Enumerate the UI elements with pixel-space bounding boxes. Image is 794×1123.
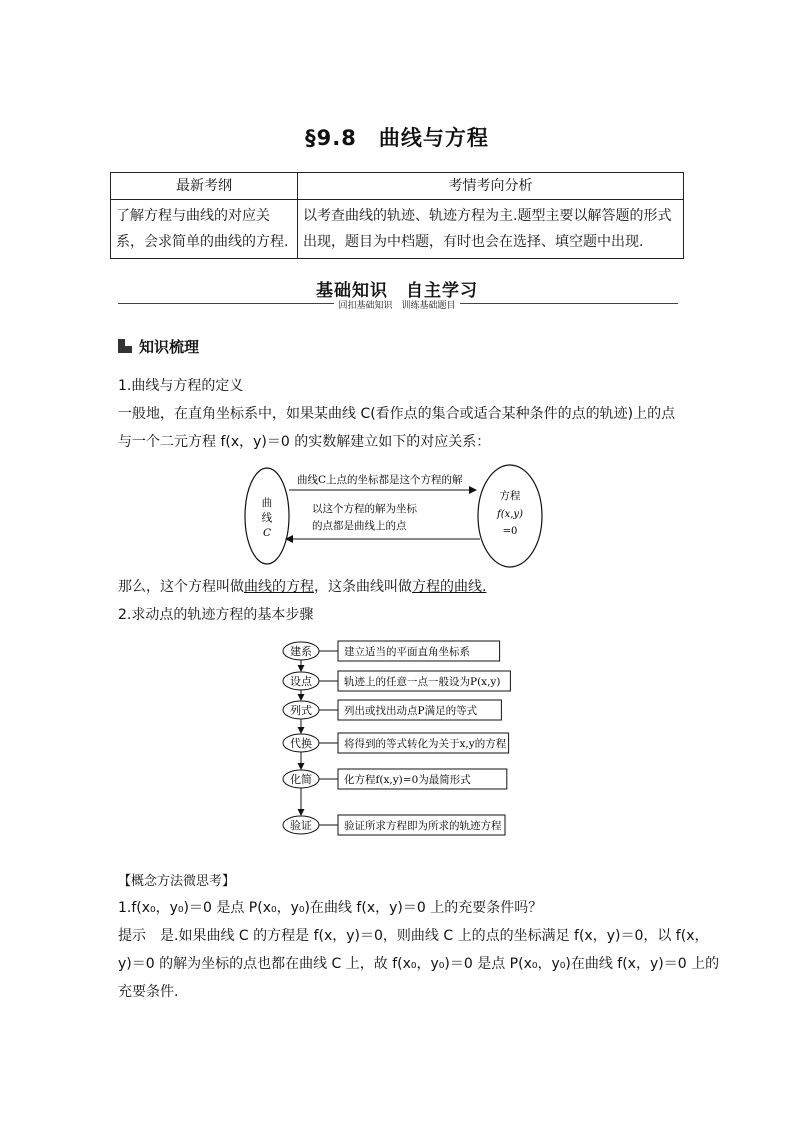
think-question: 1.f(x₀，y₀)＝0 是点 P(x₀，y₀)在曲线 f(x，y)＝0 上的充要条件吗？ (118, 900, 543, 916)
curve-label: C (262, 527, 272, 539)
section-title: 基础知识 自主学习 (316, 281, 478, 301)
step-description: 建立适当的平面直角坐标系 (344, 646, 470, 658)
table-header: 考情考向分析 (298, 173, 684, 200)
bottom-arrow-label-1: 以这个方程的解为坐标 (312, 503, 417, 515)
section-subtitle: 回扣基础知识 训练基础题目 (0, 298, 794, 311)
top-arrow-label: 曲线C上点的坐标都是这个方程的解 (297, 474, 463, 486)
equation-label: f(x,y) (497, 509, 523, 520)
correspondence-diagram (240, 460, 560, 572)
syllabus-table (110, 172, 684, 259)
page-title: §9.8 曲线与方程 (305, 126, 489, 150)
step-name: 代换 (290, 737, 312, 750)
think-heading: 【概念方法微思考】 (118, 874, 236, 889)
equation-label: =0 (502, 526, 518, 537)
step-name: 化简 (290, 773, 312, 786)
step-description: 化方程f(x,y)=0为最简形式 (344, 774, 471, 786)
step-name: 建系 (290, 645, 312, 658)
table-cell: 以考查曲线的轨迹、轨迹方程为主.题型主要以解答题的形式出现，题目为中档题，有时也会在选择、填空题中出现. (298, 200, 684, 259)
item1-line1: 一般地，在直角坐标系中，如果某曲线 C(看作点的集合或适合某种条件的点的轨迹)上的点 (118, 406, 676, 422)
curve-label: 线 (261, 512, 273, 524)
table-header: 最新考纲 (111, 173, 298, 200)
hint-line-2: y)＝0 的解为坐标的点也都在曲线 C 上，故 f(x₀，y₀)＝0 是点 P(x₀，y₀)在曲线 f(x，y)＝0 上的 (118, 956, 720, 972)
knowledge-title: 知识梳理 (139, 338, 200, 356)
step-name: 设点 (290, 675, 312, 688)
equation-label: 方程 (499, 490, 521, 502)
item2-heading: 2.求动点的轨迹方程的基本步骤 (118, 607, 314, 623)
item1-heading: 1.曲线与方程的定义 (118, 378, 244, 394)
hint-line-1: 提示 是.如果曲线 C 的方程是 f(x，y)＝0，则曲线 C 上的点的坐标满足 f(x，y)＝0，以 f(x， (118, 928, 709, 944)
curve-label: 曲 (261, 497, 273, 509)
step-description: 将得到的等式转化为关于x,y的方程 (344, 738, 507, 750)
step-description: 轨迹上的任意一点一般设为P(x,y) (344, 676, 501, 688)
flow-steps (283, 641, 510, 835)
table-cell: 了解方程与曲线的对应关系，会求简单的曲线的方程. (111, 200, 298, 259)
step-name: 列式 (290, 704, 312, 717)
bottom-arrow-label-2: 的点都是曲线上的点 (312, 520, 407, 532)
step-description: 验证所求方程即为所求的轨迹方程 (344, 820, 502, 832)
step-description: 列出或找出动点P满足的等式 (344, 705, 478, 717)
knowledge-box-icon-notch (125, 339, 132, 346)
item1-line2: 与一个二元方程 f(x，y)＝0 的实数解建立如下的对应关系： (118, 434, 491, 450)
steps-flowchart (276, 638, 526, 840)
step-name: 验证 (290, 819, 312, 832)
hint-line-3: 充要条件. (118, 984, 179, 1000)
item1-conclusion: 那么，这个方程叫做曲线的方程，这条曲线叫做方程的曲线. (118, 579, 487, 595)
